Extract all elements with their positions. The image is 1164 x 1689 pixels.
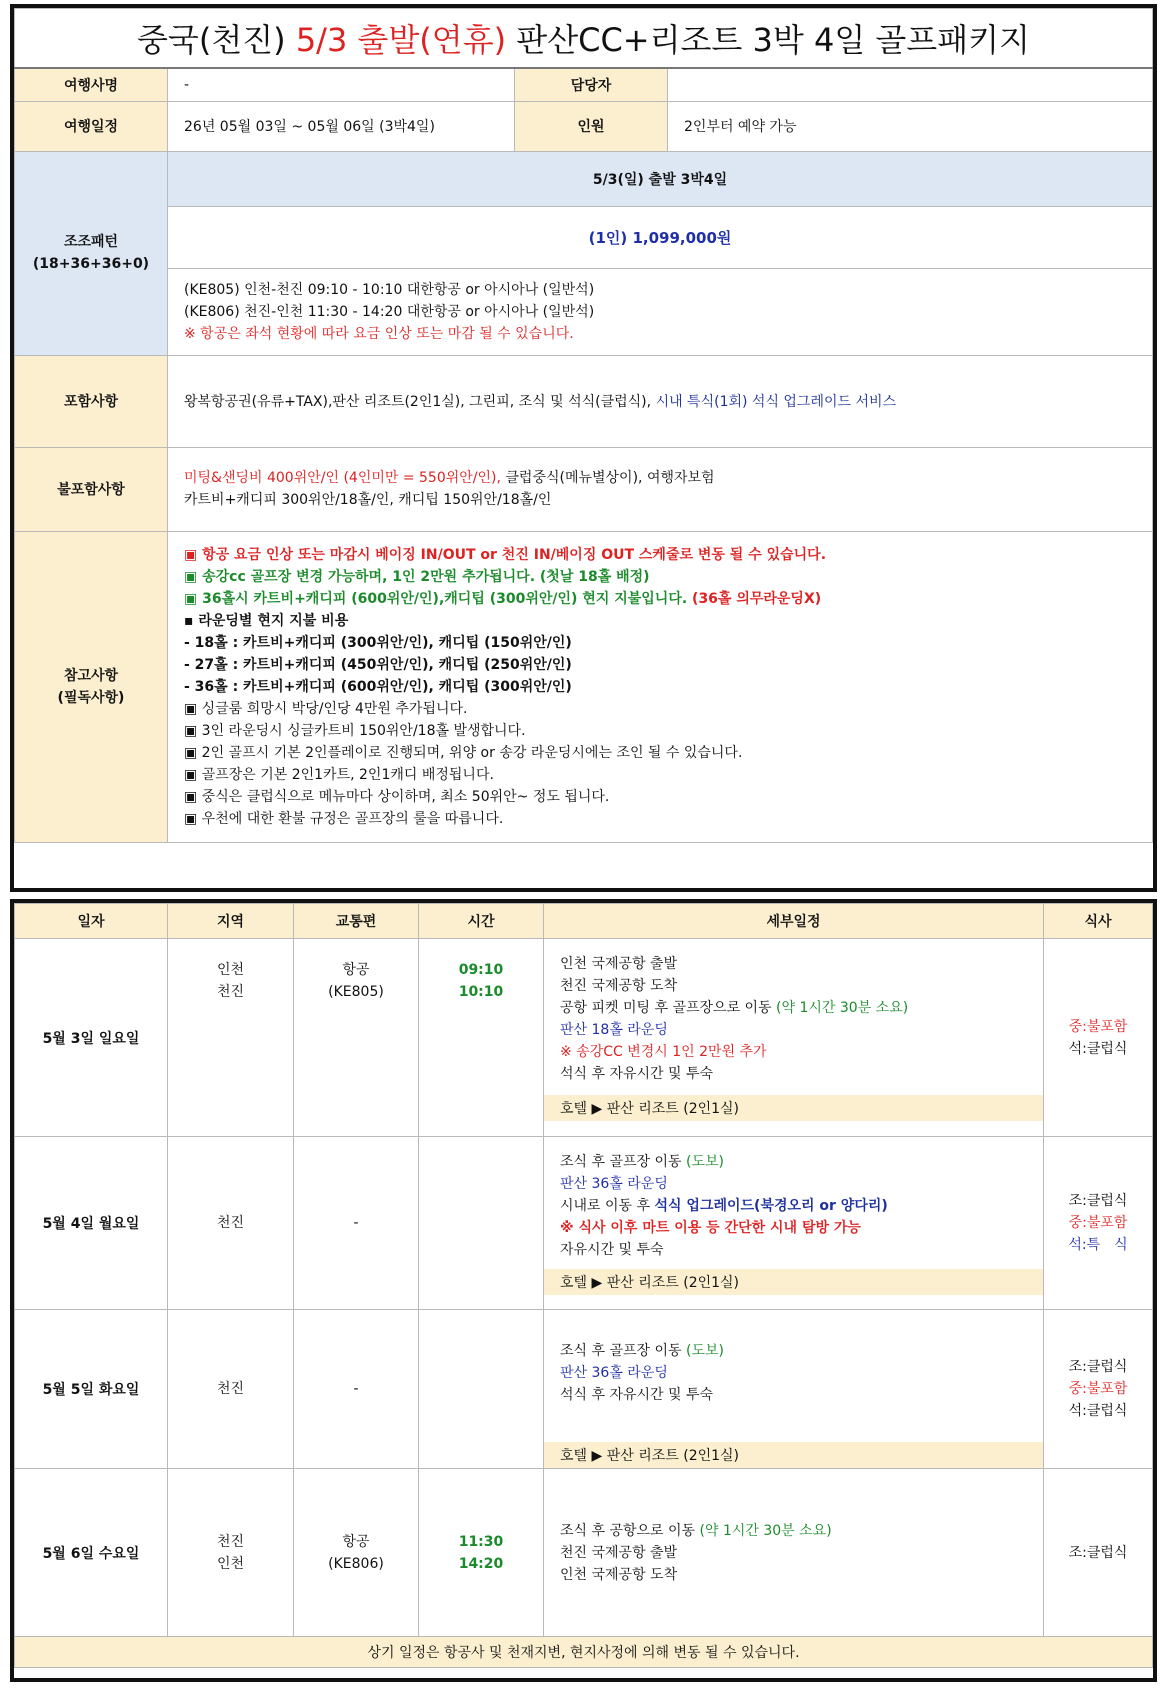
day3-region: 천진: [168, 1310, 294, 1469]
day1-line: 석식 후 자유시간 및 투숙: [560, 1066, 714, 1082]
note-item: ▣ 3인 라운딩시 싱글카트비 150위안/18홀 발생합니다.: [184, 722, 526, 739]
note-36hole: ▣ 36홀시 카트비+캐디피 (600위안/인),캐디팁 (300위안/인) 현지 지불입니다.: [184, 590, 688, 607]
day3-line: 판산 36홀 라운딩: [560, 1365, 668, 1381]
col-date: 일자: [15, 904, 168, 939]
day1-time-arrive: 10:10: [458, 984, 504, 1000]
summary-table: [14, 8, 1153, 843]
agency-value: -: [168, 68, 515, 101]
day3-time: [419, 1310, 544, 1469]
itinerary-footer-note: 상기 일정은 항공사 및 천재지변, 현지사정에 의해 변동 될 수 있습니다.: [15, 1637, 1153, 1668]
day3-date: 5월 5일 화요일: [15, 1310, 168, 1469]
agency-label: 여행사명: [15, 68, 168, 101]
day3-transport: -: [294, 1310, 419, 1469]
day2-meal: [1044, 1137, 1153, 1310]
notes-label: [15, 531, 168, 842]
day4-time: [419, 1469, 544, 1637]
note-item: ▣ 싱글룸 희망시 박당/인당 4만원 추가됩니다.: [184, 700, 468, 717]
day1-region-to: 천진: [216, 984, 245, 1000]
day4-region-from: 천진: [216, 1533, 245, 1550]
flight-return: (KE806) 천진-인천 11:30 - 14:20 대한항공 or 아시아나 (일반석): [184, 303, 595, 320]
note-item: - 27홀 : 카트비+캐디피 (450위안/인), 캐디팁 (250위안/인): [184, 656, 572, 673]
day1-hotel: 호텔 ▶ 판산 리조트 (2인1실): [544, 1095, 1043, 1121]
included-value: [168, 355, 1153, 447]
col-time: 시간: [419, 904, 544, 939]
day2-move: 조식 후 골프장 이동: [560, 1154, 686, 1170]
flight-note: ※ 항공은 좌석 현황에 따라 요금 인상 또는 마감 될 수 있습니다.: [184, 325, 574, 342]
note-item: - 36홀 : 카트비+캐디피 (600위안/인), 캐디팁 (300위안/인): [184, 678, 572, 695]
day2-date: 5월 4일 월요일: [15, 1137, 168, 1310]
day4-duration: (약 1시간 30분 소요): [699, 1522, 832, 1539]
day3-line: 석식 후 자유시간 및 투숙: [560, 1387, 714, 1403]
note-item: ▣ 송강cc 골프장 변경 가능하며, 1인 2만원 추가됩니다. (첫날 18홀 배정): [184, 568, 650, 585]
day4-line: [560, 1520, 1027, 1542]
title-post: 판산CC+리조트 3박 4일 골프패키지: [506, 21, 1030, 59]
day2-time: [419, 1137, 544, 1310]
day2-line: 판산 36홀 라운딩: [560, 1176, 668, 1192]
manager-label: 담당자: [515, 68, 668, 101]
note-item: ▣ 2인 골프시 기본 2인플레이로 진행되며, 위양 or 송강 라운딩시에는 조인 될 수 있습니다.: [184, 744, 743, 761]
day3-hotel: 호텔 ▶ 판산 리조트 (2인1실): [544, 1442, 1043, 1468]
flight-info: [168, 268, 1153, 355]
excluded-label: 불포함사항: [15, 447, 168, 531]
table-row: [15, 1469, 1153, 1637]
included-label: 포함사항: [15, 355, 168, 447]
day3-meal-breakfast: 조:클럽식: [1068, 1359, 1128, 1375]
pattern-label: [15, 151, 168, 355]
day2-dinner-upgrade: 석식 업그레이드(북경오리 or 양다리): [654, 1198, 888, 1214]
note-item: [184, 588, 1136, 610]
package-summary: [10, 4, 1157, 892]
schedule-value: 26년 05월 03일 ~ 05월 06일 (3박4일): [168, 101, 515, 151]
day2-transport: -: [294, 1137, 419, 1310]
table-row: [15, 1310, 1153, 1469]
day4-move: 조식 후 공항으로 이동: [560, 1522, 700, 1539]
day1-transport-type: 항공: [342, 962, 370, 978]
day1-region: [168, 939, 294, 1137]
day2-line: 자유시간 및 투숙: [560, 1242, 664, 1258]
people-value: 2인부터 예약 가능: [668, 101, 1153, 151]
day1-flight-no: (KE805): [328, 984, 384, 1000]
day1-line: 천진 국제공항 도착: [560, 978, 678, 994]
day4-meal-breakfast: 조:클럽식: [1068, 1544, 1128, 1561]
day1-date: 5월 3일 일요일: [15, 939, 168, 1137]
title-highlight: 5/3 출발(연휴): [295, 21, 507, 59]
notes-label-line2: (필독사항): [57, 689, 125, 706]
day1-detail: [544, 939, 1044, 1137]
col-transport: 교통편: [294, 904, 419, 939]
day2-city: 시내로 이동 후: [560, 1198, 655, 1214]
table-row: [15, 1137, 1153, 1310]
day4-meal: [1044, 1469, 1153, 1637]
note-36hole-optional: (36홀 의무라운딩X): [687, 590, 822, 607]
people-label: 인원: [515, 101, 668, 151]
day2-meal-dinner: 석:특 식: [1068, 1237, 1128, 1253]
day4-time-depart: 11:30: [458, 1533, 504, 1550]
day3-meal-lunch: 중:불포함: [1068, 1381, 1128, 1397]
day1-line: 판산 18홀 라운딩: [560, 1022, 668, 1038]
day2-line: [560, 1195, 1027, 1217]
day2-walk: (도보): [686, 1154, 724, 1170]
pattern-label-line1: 조조패턴: [63, 234, 119, 250]
day4-flight-no: (KE806): [328, 1555, 384, 1572]
day4-time-arrive: 14:20: [458, 1555, 504, 1572]
notes-list: [168, 531, 1153, 842]
day2-line: ※ 식사 이후 마트 이용 등 간단한 시내 탐방 가능: [560, 1220, 861, 1236]
excluded-line2: 카트비+캐디피 300위안/18홀/인, 캐디팁 150위안/18홀/인: [184, 492, 552, 508]
day2-meal-breakfast: 조:클럽식: [1068, 1193, 1128, 1209]
day3-detail: [544, 1310, 1044, 1469]
note-item: ▪ 라운딩별 현지 지불 비용: [184, 612, 349, 629]
excluded-meeting-fee: 미팅&샌딩비 400위안/인 (4인미만 = 550위안/인),: [184, 470, 501, 486]
day3-meal-dinner: 석:클럽식: [1068, 1403, 1128, 1419]
package-price: (1인) 1,099,000원: [168, 206, 1153, 268]
note-item: ▣ 항공 요금 인상 또는 마감시 베이징 IN/OUT or 천진 IN/베이징 OUT 스케줄로 변동 될 수 있습니다.: [184, 546, 827, 563]
day4-region-to: 인천: [216, 1555, 245, 1572]
day1-meal: [1044, 939, 1153, 1137]
table-row: [15, 939, 1153, 1137]
col-detail: 세부일정: [544, 904, 1044, 939]
day1-transport: [294, 939, 419, 1137]
day1-region-from: 인천: [216, 962, 245, 978]
day1-time-depart: 09:10: [458, 962, 504, 978]
excluded-value: [168, 447, 1153, 531]
note-item: - 18홀 : 카트비+캐디피 (300위안/인), 캐디팁 (150위안/인): [184, 634, 572, 651]
day1-transfer: 공항 피켓 미팅 후 골프장으로 이동: [560, 1000, 777, 1016]
day3-meal: [1044, 1310, 1153, 1469]
day3-move: 조식 후 골프장 이동: [560, 1343, 686, 1359]
day1-meal-lunch: 중:불포함: [1068, 1018, 1128, 1035]
day4-transport-type: 항공: [342, 1533, 370, 1550]
included-upgrade: 시내 특식(1회) 석식 업그레이드 서비스: [655, 394, 897, 410]
flight-outbound: (KE805) 인천-천진 09:10 - 10:10 대한항공 or 아시아나 (일반석): [184, 281, 595, 298]
notes-label-line1: 참고사항: [63, 667, 119, 684]
col-region: 지역: [168, 904, 294, 939]
day2-region: 천진: [168, 1137, 294, 1310]
day4-transport: [294, 1469, 419, 1637]
day4-line: 인천 국제공항 도착: [560, 1566, 678, 1583]
page-title: [15, 9, 1153, 69]
col-meal: 식사: [1044, 904, 1153, 939]
day1-line: 인천 국제공항 출발: [560, 956, 678, 972]
day4-detail: [544, 1469, 1044, 1637]
day4-region: [168, 1469, 294, 1637]
itinerary: [10, 899, 1157, 1682]
day3-line: [560, 1340, 1027, 1362]
day1-line: ※ 송강CC 변경시 1인 2만원 추가: [560, 1044, 767, 1060]
day3-walk: (도보): [686, 1343, 724, 1359]
day2-line: [560, 1151, 1027, 1173]
day2-hotel: 호텔 ▶ 판산 리조트 (2인1실): [544, 1269, 1043, 1295]
schedule-label: 여행일정: [15, 101, 168, 151]
note-item: ▣ 골프장은 기본 2인1카트, 2인1캐디 배정됩니다.: [184, 766, 494, 783]
excluded-line1-rest: 클럽중식(메뉴별상이), 여행자보험: [500, 470, 715, 486]
itinerary-table: [14, 903, 1153, 1668]
day1-transfer-duration: (약 1시간 30분 소요): [776, 1000, 909, 1016]
day4-line: 천진 국제공항 출발: [560, 1544, 678, 1561]
excluded-line1: [184, 467, 1152, 489]
day1-time: [419, 939, 544, 1137]
title-pre: 중국(천진): [137, 21, 296, 59]
day1-meal-dinner: 석:클럽식: [1068, 1040, 1128, 1057]
day4-date: 5월 6일 수요일: [15, 1469, 168, 1637]
note-item: ▣ 중식은 클럽식으로 메뉴마다 상이하며, 최소 50위안~ 정도 됩니다.: [184, 788, 610, 805]
note-item: ▣ 우천에 대한 환불 규정은 골프장의 룰을 따릅니다.: [184, 810, 504, 827]
pattern-label-line2: (18+36+36+0): [32, 256, 150, 272]
pattern-header: 5/3(일) 출발 3박4일: [168, 151, 1153, 206]
included-text: 왕복항공권(유류+TAX),판산 리조트(2인1실), 그린피, 조식 및 석식(클럽식),: [184, 394, 656, 410]
day2-detail: [544, 1137, 1044, 1310]
day2-meal-lunch: 중:불포함: [1068, 1215, 1128, 1231]
manager-value: [668, 68, 1153, 101]
day1-line: [560, 997, 1027, 1019]
